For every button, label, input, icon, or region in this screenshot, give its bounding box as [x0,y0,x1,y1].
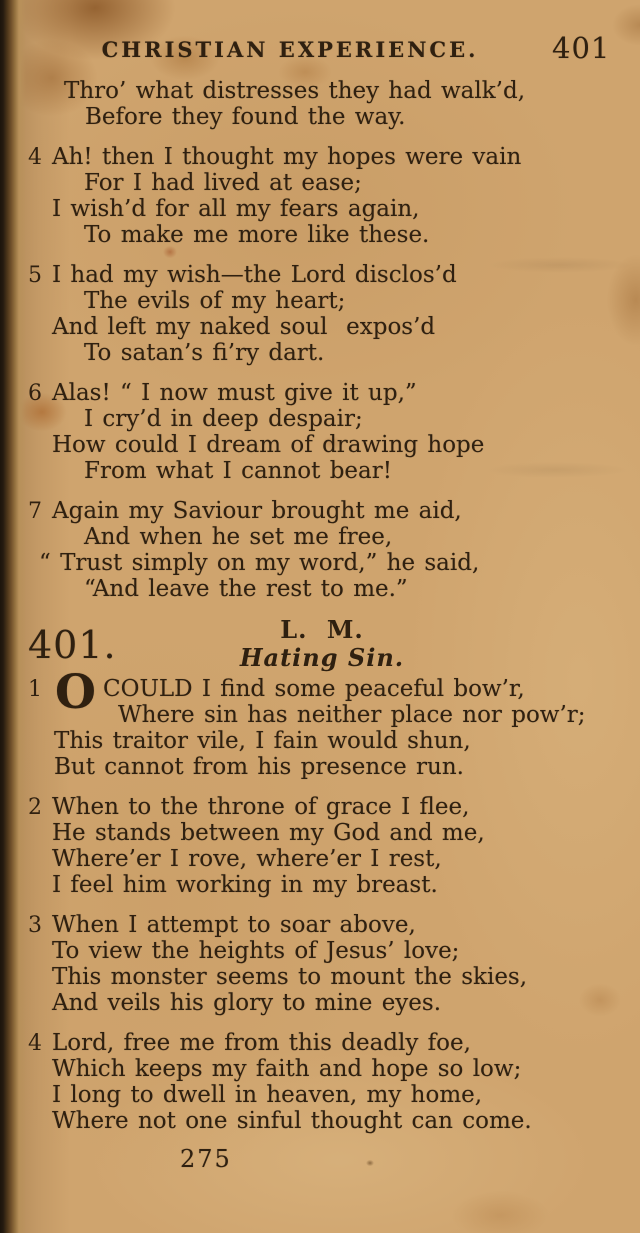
stanza-5-continued-hymn [28,262,592,366]
stanza-4-continued-hymn [28,144,592,248]
stanza-6-continued-hymn [28,380,592,484]
hymn-number: 401. [28,623,117,667]
hymn-line: The evils of my heart; [84,288,346,314]
hymn-line: This traitor vile, I fain would shun, [54,728,471,754]
hymn-line: How could I dream of drawing hope [52,432,485,458]
hymn-line: He stands between my God and me, [52,820,485,846]
hymn-line: Alas! “ I now must give it up,” [52,380,417,406]
hymn-line: Ah! then I thought my hopes were vain [52,144,522,170]
hymn-header [28,615,592,672]
stanza-2-hymn-401 [28,794,592,898]
stanza-continued [52,78,592,130]
hymn-line: And when he set me free, [84,524,393,550]
page-number-top: 401 [552,31,611,65]
hymn-line: “ Trust simply on my word,” he said, [39,550,480,576]
hymn-line: And veils his glory to mine eyes. [52,990,442,1016]
hymn-line: I had my wish—the Lord disclos’d [52,262,457,288]
stanza-number: 4 [28,1031,42,1056]
hymn-line: When to the throne of grace I flee, [52,794,470,820]
hymn-meter: L. M. [280,615,364,644]
hymn-line: To view the heights of Jesus’ love; [52,938,460,964]
hymn-line: To make me more like these. [84,222,430,248]
hymn-line: I feel him working in my breast. [52,872,438,898]
stanza-number: 2 [28,795,42,820]
hymn-line: But cannot from his presence run. [54,754,464,780]
hymn-line: I cry’d in deep despair; [84,406,363,432]
hymn-title: Hating Sin. [239,643,405,672]
hymn-line: And left my naked soul expos’d [52,314,436,340]
stanza-7-continued-hymn [28,498,592,602]
hymn-line: “And leave the rest to me.” [84,576,408,602]
hymn-line: Where’er I rove, where’er I rest, [52,846,442,872]
drop-cap: O [55,665,96,720]
hymn-line: Lord, free me from this deadly foe, [52,1030,471,1056]
hymn-line: Where sin has neither place nor pow’r; [118,702,586,728]
stanza-number: 5 [28,263,42,288]
stanza-number: 7 [28,499,42,524]
page-content [28,78,592,1173]
hymn-line: Before they found the way. [85,104,406,130]
book-spine-edge [0,0,26,1233]
page-number-bottom: 275 [180,1145,232,1173]
hymn-line: When I attempt to soar above, [52,912,416,938]
stanza-number: 3 [28,913,42,938]
stanza-number: 4 [28,145,42,170]
stanza-number: 1 [28,677,42,702]
hymn-line: Where not one sinful thought can come. [52,1108,532,1134]
stanza-4-hymn-401 [28,1030,592,1134]
hymn-line: This monster seems to mount the skies, [52,964,528,990]
hymn-line: Thro’ what distresses they had walk’d, [64,78,526,104]
hymn-line: I long to dwell in heaven, my home, [52,1082,483,1108]
stanza-1-hymn-401 [28,665,592,780]
stanza-number: 6 [28,381,42,406]
hymn-line: From what I cannot bear! [84,458,392,484]
stanza-3-hymn-401 [28,912,592,1016]
hymn-line: I wish’d for all my fears again, [52,196,420,222]
hymn-line: Which keeps my faith and hope so low; [52,1056,522,1082]
hymn-line: To satan’s fi’ry dart. [84,340,325,366]
running-head-title: CHRISTIAN EXPERIENCE. [101,37,479,62]
hymn-line: COULD I find some peaceful bow’r, [103,676,525,702]
hymn-line: Again my Saviour brought me aid, [52,498,462,524]
hymn-line: For I had lived at ease; [84,170,362,196]
